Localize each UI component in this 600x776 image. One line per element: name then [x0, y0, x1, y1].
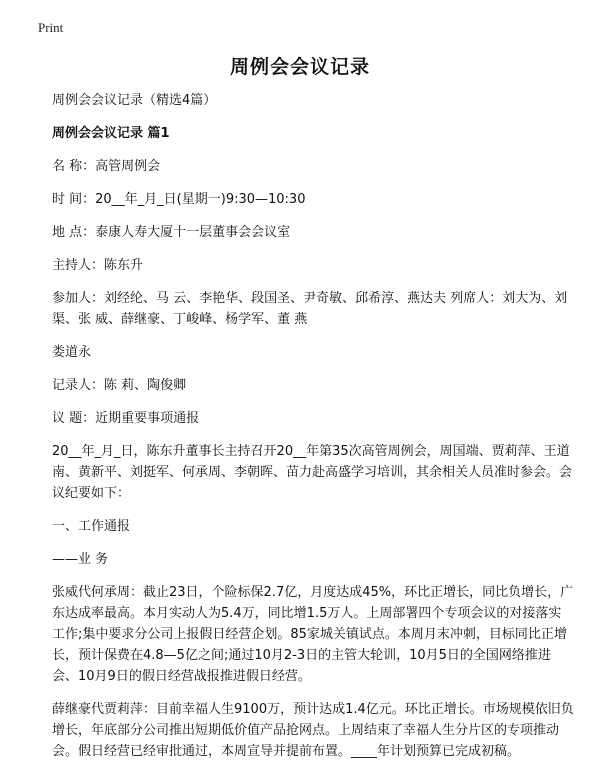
print-link[interactable]: Print	[38, 20, 64, 35]
meeting-time: 时 间：20__年_月_日(星期一)9:30—10:30	[52, 192, 306, 207]
subtitle: 周例会会议记录（精选4篇）	[52, 93, 217, 108]
page-title: 周例会会议记录	[229, 56, 370, 78]
section-heading: 周例会会议记录 篇1	[52, 126, 170, 141]
meeting-topic: 议 题：近期重要事项通报	[52, 411, 200, 426]
meeting-place: 地 点：泰康人寿大厦十一层董事会会议室	[52, 225, 291, 240]
business-subheading: ——业 务	[52, 552, 109, 567]
intro-paragraph: 20__年_月_日，陈东升董事长主持召开20__年第35次高管周例会，周国端、贾莉萍、王道南、黄新平、刘挺军、何承周、李朝晖、苗力赴高盛学习培训，其余相关人员准时参会。会议纪要如下：	[52, 444, 573, 501]
paragraph-2: 薛继豪代贾莉萍：目前幸福人生9100万，预计达成1.4亿元。环比正增长。市场规模依旧负增长，年底部分公司推出短期低价值产品抢网点。上周结束了幸福人生分片区的专项推动会。假日经营已经审批通过，本周宣导并提前布置。____年计划预算已完成初稿。	[52, 702, 574, 759]
participants: 参加人：刘经纶、马 云、李艳华、段国圣、尹奇敏、邱希淳、燕达夫 列席人：刘大为、刘 渠、张 威、薛继豪、丁峻峰、杨学军、董 燕	[52, 291, 568, 327]
document-body	[52, 90, 574, 774]
meeting-name: 名 称：高管周例会	[52, 159, 161, 174]
section-1-heading: 一、工作通报	[52, 519, 131, 534]
paragraph-1: 张威代何承周：截止23日，个险标保2.7亿，月度达成45%，环比正增长，同比负增长，广东达成率最高。本月实动人为5.4万，同比增1.5万人。上周部署四个专项会议的对接落实工作;集中要求分公司上报假日经营企划。85家城关镇试点。本周月末冲刺，目标同比正增长，预计保费在4.8—5亿之间;通过10月2-3日的主管大轮训，10月5日的全国网络推进会、10月9日的假日经营战报推进假日经营。	[52, 585, 574, 684]
recorder: 记录人：陈 莉、陶俊卿	[52, 378, 187, 393]
participants-continued: 娄道永	[52, 345, 92, 360]
meeting-host: 主持人：陈东升	[52, 258, 144, 273]
